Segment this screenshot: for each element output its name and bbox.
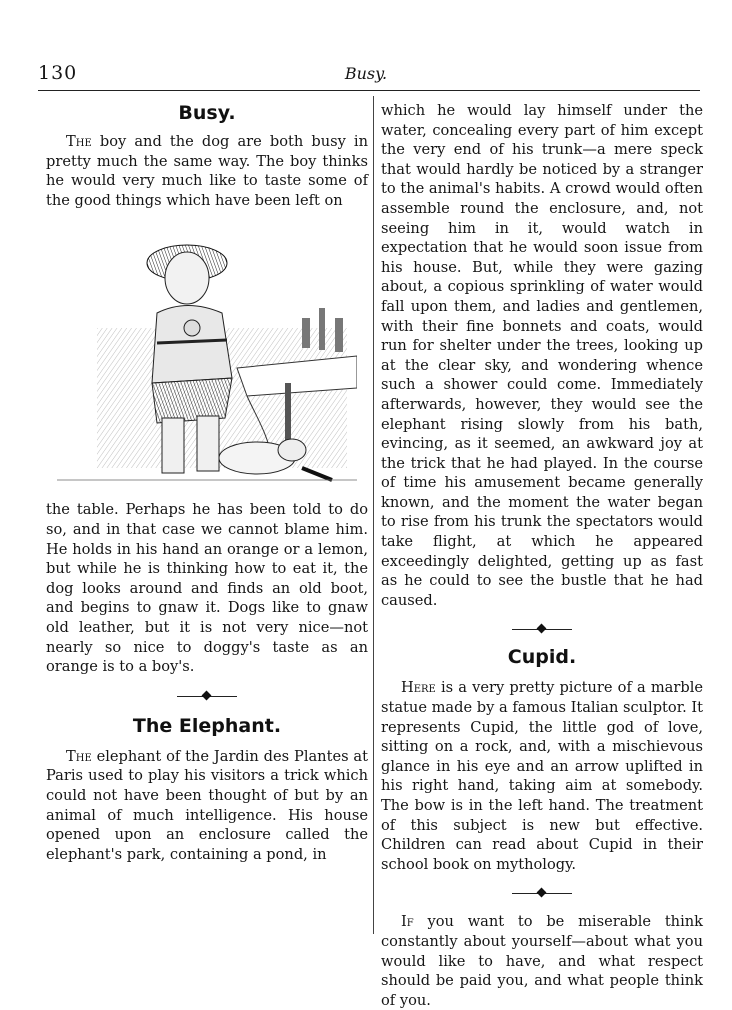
elephant-dropword: The [66,747,92,765]
maxim-dropword: If [401,913,414,931]
elephant-paragraph-1-text: elephant of the Jardin des Plantes at Paris used to play his visitors a trick which could not have been thought of but by an animal of much intelligence. His house opened upon an enclosure called the elephant's park, containing a pond, in [46,747,368,863]
cupid-paragraph [381,678,703,874]
running-title: Busy. [344,64,388,83]
cupid-heading: Cupid. [507,646,577,669]
page-number: 130 [38,62,78,84]
header-rule [38,90,700,91]
column-divider [373,96,374,934]
section-divider-ornament [177,691,237,701]
maxim-paragraph [381,912,703,1010]
busy-paragraph-2: the table. Perhaps he has been told to do so, and in that case we cannot blame him. He holds in his hand an orange or a lemon, but while he is thinking how to eat it, the dog looks around and finds an old boot, and begins to gnaw it. Dogs like to gnaw old leather, but it is not very nice—not nearly so nice to doggy's taste as an orange is to a boy's. [46,501,368,676]
left-column [46,100,368,864]
busy-paragraph-1 [46,132,368,210]
busy-heading: Busy. [178,102,236,124]
elephant-paragraph-1 [46,747,368,865]
elephant-heading: The Elephant. [132,714,282,737]
maxim-paragraph-text: you want to be miserable think constantly about yourself—about what you would like to have, and what respect should be paid you, and what people think of you. [381,913,703,1009]
section-divider-ornament [512,624,572,634]
cupid-paragraph-text: is a very pretty picture of a marble statue made by a famous Italian sculptor. It represents Cupid, the little god of love, sitting on a rock, and, with a mischievous glance in his eye and an arrow uplifted in his right hand, taking aim at somebody. The bow is in the left hand. The treatment of this subject is new but effective. Children can read about Cupid in their school book on mythology. [381,679,703,873]
section-divider-ornament [512,888,572,898]
elephant-paragraph-continued: which he would lay himself under the water, concealing every part of him except the very end of his trunk—a mere speck that would hardly be noticed by a stranger to the animal's habits. A crowd would often assemble round the enclosure, and, not seeing him in it, would watch in expectation that he would soon issue from his house. But, while they were gazing about, a copious sprinkling of water would fall upon them, and ladies and gentlemen, with their fine bonnets and coats, would run for shelter under the trees, looking up at the clear sky, and wondering whence such a shower could come. Immediately afterwards, however, they would see the elephant rising slowly from his bath, evincing, as it seemed, an awkward joy at the trick that he had played. In the course of time his amusement became generally known, and the moment the water began to rise from his trunk the spectators would take flight, at which he appeared exceedingly delighted, getting up as fast as he could to see the bustle that he had caused. [381,102,703,609]
busy-paragraph-1-text: boy and the dog are both busy in pretty much the same way. The boy thinks he would very much like to taste some of the good things which have been left on [46,133,368,209]
boy-and-dog-engraving [57,218,357,488]
cupid-dropword: Here [401,679,436,697]
busy-dropword: The [66,133,92,150]
right-column [381,101,703,1010]
